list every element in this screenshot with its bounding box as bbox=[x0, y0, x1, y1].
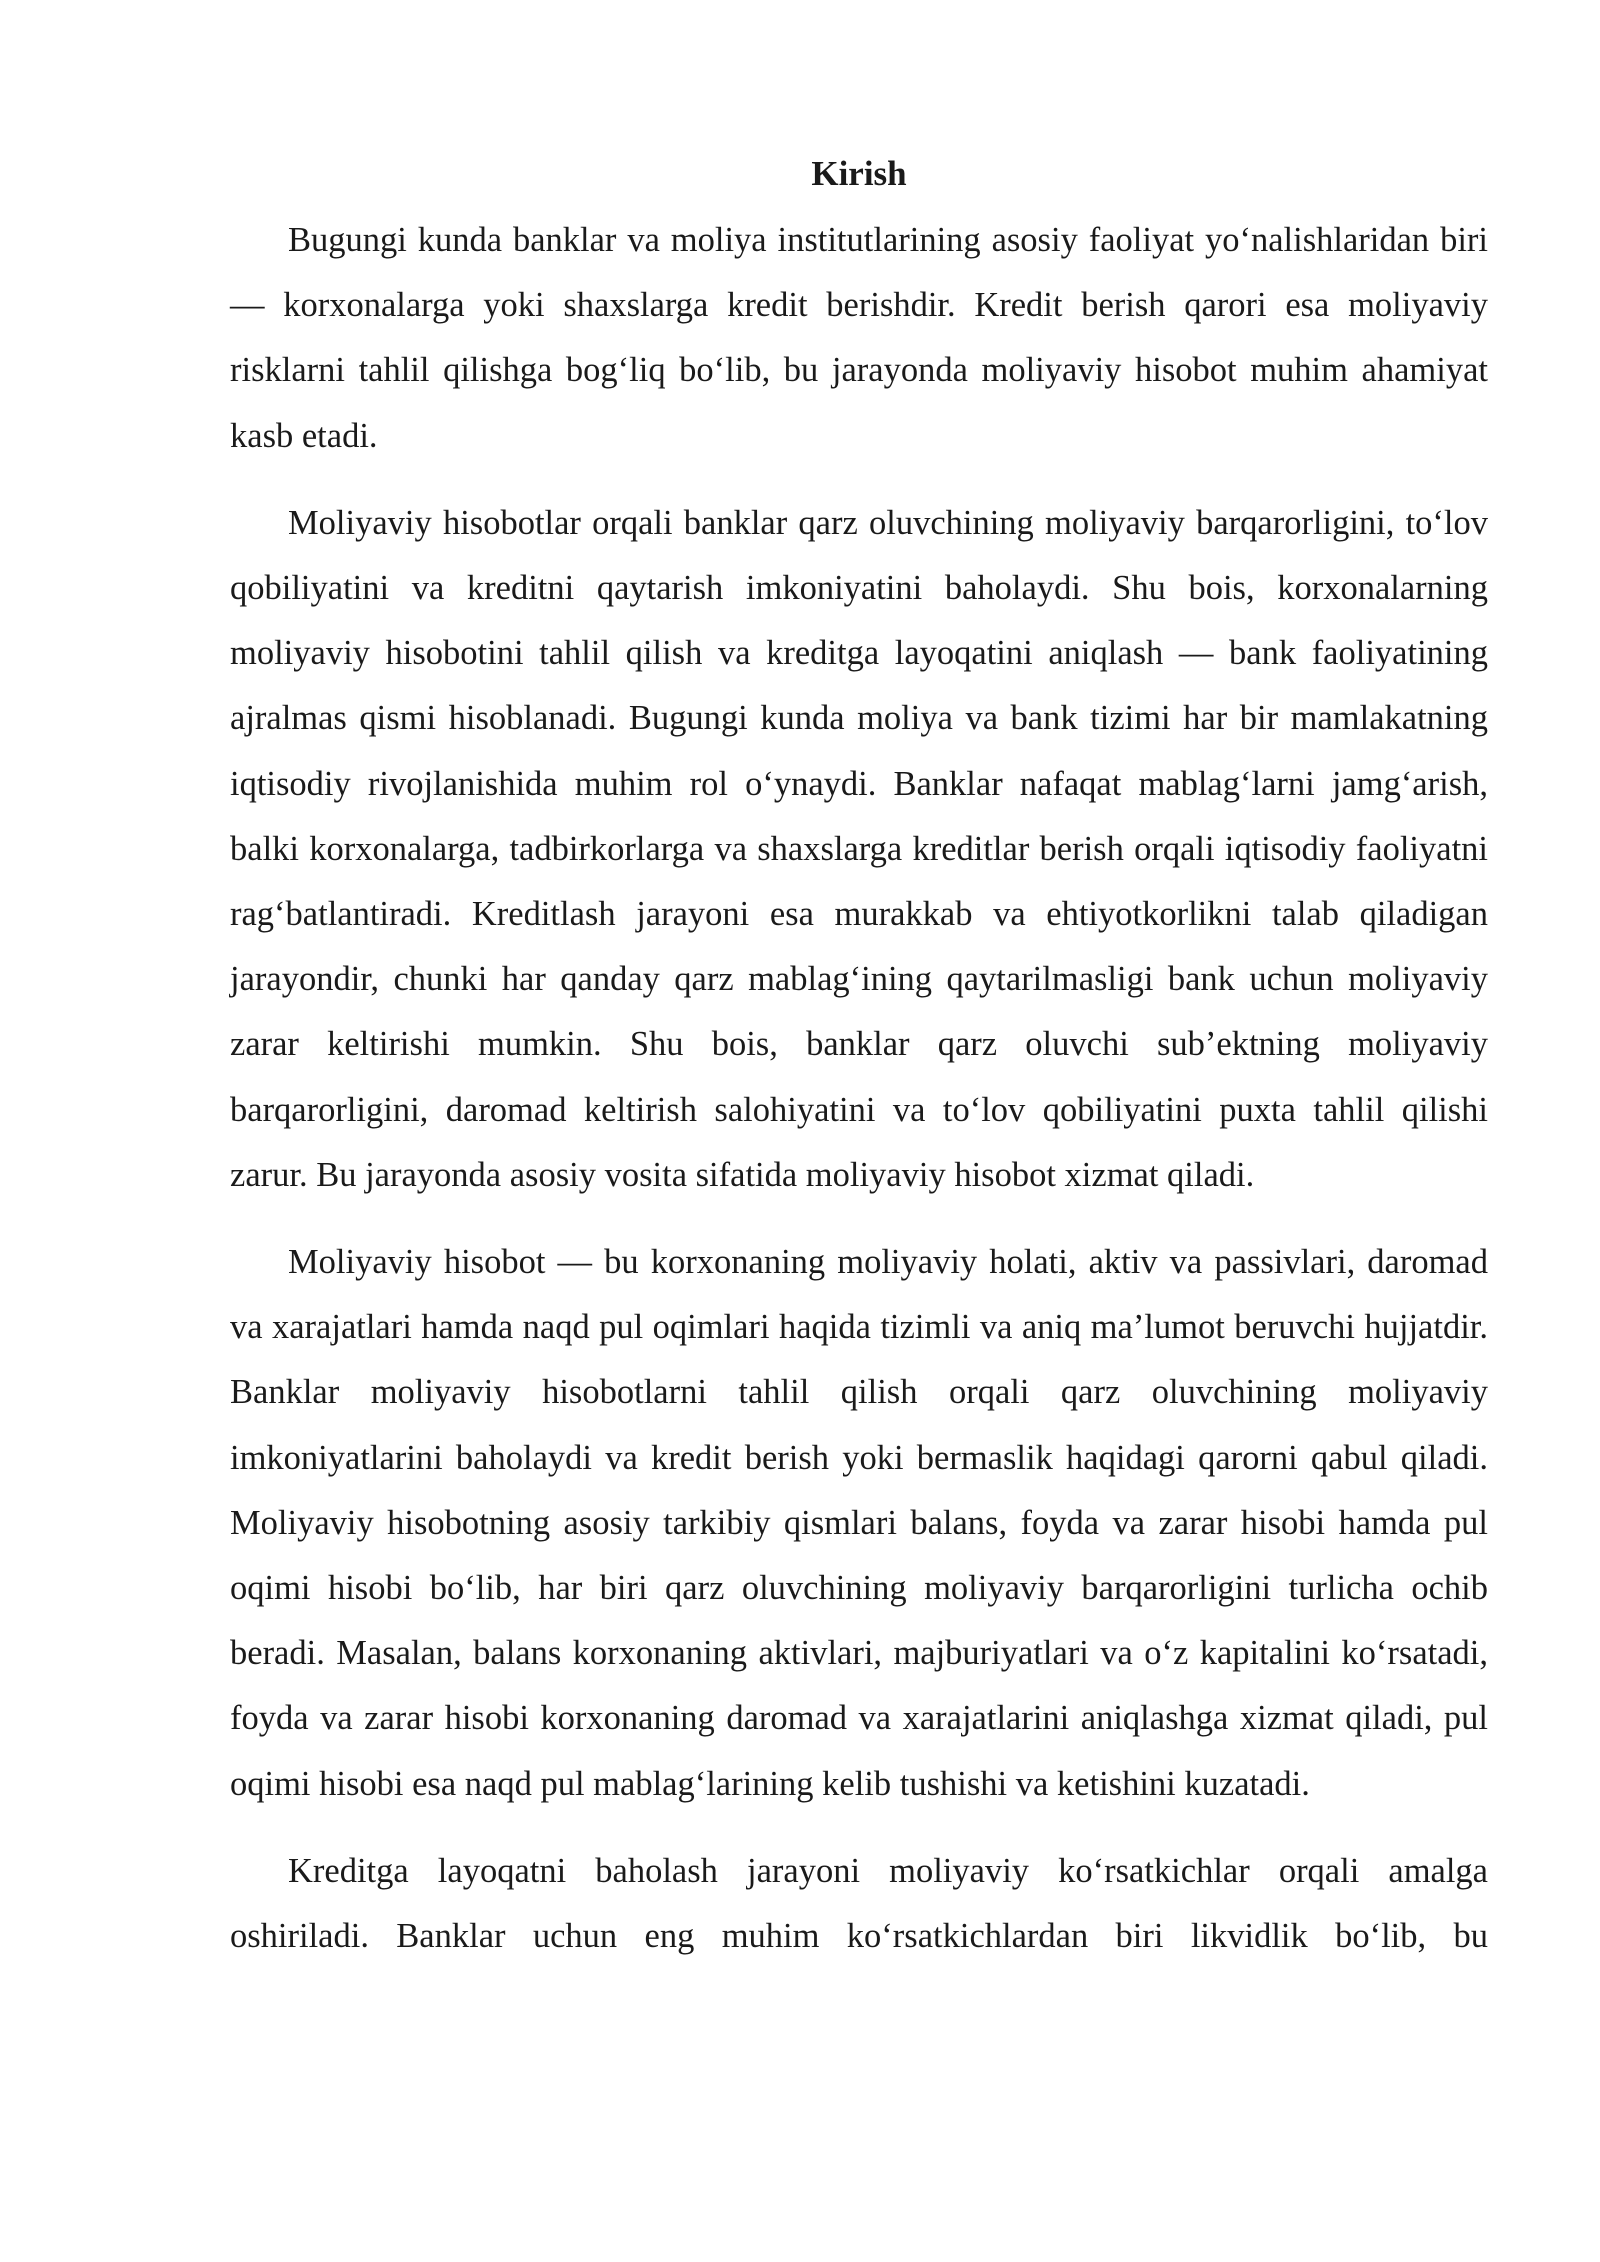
paragraph-2: Moliyaviy hisobotlar orqali banklar qarz oluvchining moliyaviy barqarorligini, to‘lov qobiliyatini va kreditni qaytarish imkoniyatini baholaydi. Shu bois, korxonalarning moliyaviy hisobotini tahlil qilish va kreditga layoqatini aniqlash — bank faoliyatining ajralmas qismi hisoblanadi. Bugungi kunda moliya va bank tizimi har bir mamlakatning iqtisodiy rivojlanishida muhim rol o‘ynaydi. Banklar nafaqat mablag‘larni jamg‘arish, balki korxonalarga, tadbirkorlarga va shaxslarga kreditlar berish orqali iqtisodiy faoliyatni rag‘batlantiradi. Kreditlash jarayoni esa murakkab va ehtiyotkorlikni talab qiladigan jarayondir, chunki har qanday qarz mablag‘ining qaytarilmasligi bank uchun moliyaviy zarar keltirishi mumkin. Shu bois, banklar qarz oluvchi sub’ektning moliyaviy barqarorligini, daromad keltirish salohiyatini va to‘lov qobiliyatini puxta tahlil qilishi zarur. Bu jarayonda asosiy vosita sifatida moliyaviy hisobot xizmat qiladi. bbox=[230, 503, 1488, 1194]
paragraph-4: Kreditga layoqatni baholash jarayoni moliyaviy ko‘rsatkichlar orqali amalga oshiriladi. Banklar uchun eng muhim ko‘rsatkichlardan biri likvidlik bo‘lib, bu bbox=[230, 1851, 1488, 1956]
page-title: Kirish bbox=[811, 154, 907, 193]
paragraph-1: Bugungi kunda banklar va moliya institutlarining asosiy faoliyat yo‘nalishlaridan biri — korxonalarga yoki shaxslarga kredit berishdir. Kredit berish qarori esa moliyaviy risklarni tahlil qilishga bog‘liq bo‘lib, bu jarayonda moliyaviy hisobot muhim ahamiyat kasb etadi. bbox=[230, 221, 1488, 455]
document-page bbox=[230, 150, 1488, 1991]
paragraph-3: Moliyaviy hisobot — bu korxonaning moliyaviy holati, aktiv va passivlari, daromad va xarajatlari hamda naqd pul oqimlari haqida tizimli va aniq ma’lumot beruvchi hujjatdir. Banklar moliyaviy hisobotlarni tahlil qilish orqali qarz oluvchining moliyaviy imkoniyatlarini baholaydi va kredit berish yoki bermaslik haqidagi qarorni qabul qiladi. Moliyaviy hisobotning asosiy tarkibiy qismlari balans, foyda va zarar hisobi hamda pul oqimi hisobi bo‘lib, har biri qarz oluvchining moliyaviy barqarorligini turlicha ochib beradi. Masalan, balans korxonaning aktivlari, majburiyatlari va o‘z kapitalini ko‘rsatadi, foyda va zarar hisobi korxonaning daromad va xarajatlarini aniqlashga xizmat qiladi, pul oqimi hisobi esa naqd pul mablag‘larining kelib tushishi va ketishini kuzatadi. bbox=[230, 1243, 1488, 1803]
